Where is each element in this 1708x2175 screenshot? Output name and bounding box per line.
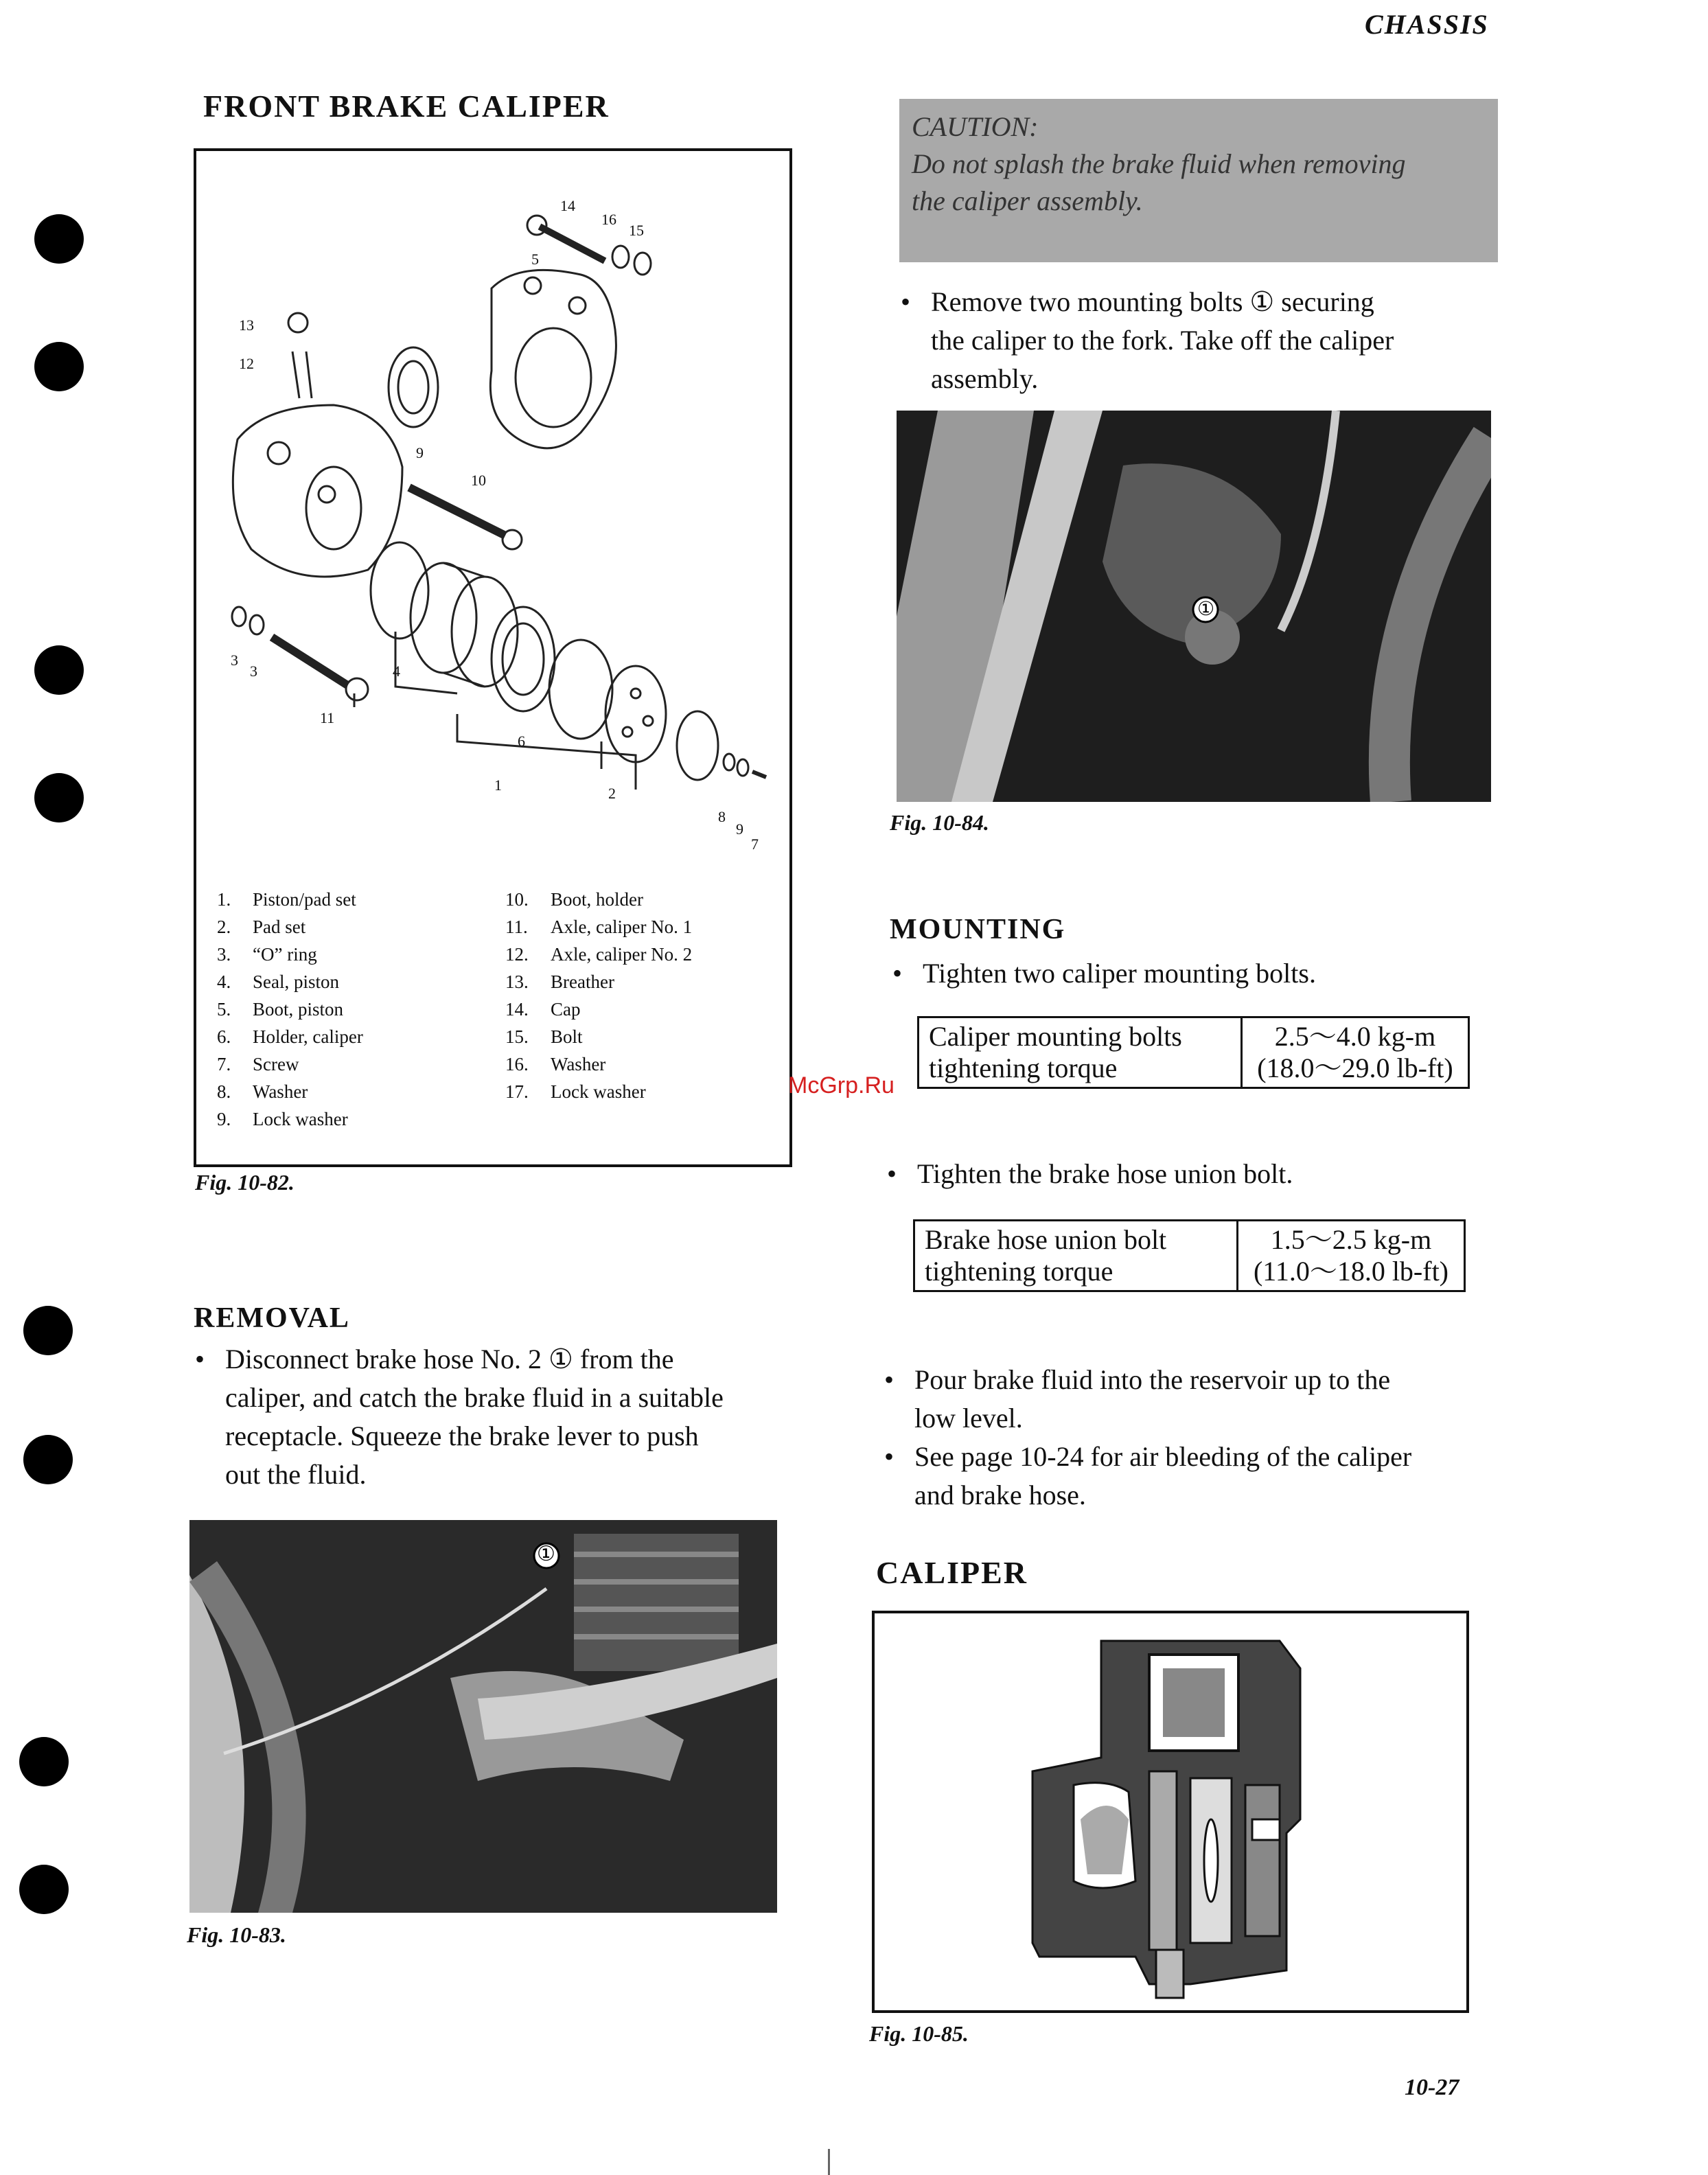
callout-11: 10 bbox=[471, 472, 486, 489]
spec-label: Caliper mounting bolts tightening torque bbox=[919, 1017, 1242, 1088]
binder-hole bbox=[19, 1737, 69, 1786]
spec-label: Brake hose union bolt tightening torque bbox=[914, 1221, 1238, 1291]
fold-mark bbox=[828, 2149, 830, 2175]
legend-row: 5. Boot, piston bbox=[217, 999, 344, 1020]
caliper-mounting-photo bbox=[897, 411, 1491, 802]
binder-hole bbox=[34, 645, 84, 695]
callout-12: 11 bbox=[320, 709, 335, 726]
legend-row: 9. Lock washer bbox=[217, 1109, 348, 1129]
brake-hose-photo bbox=[189, 1520, 777, 1913]
remove-bolts-bullet bbox=[901, 283, 1494, 398]
callout-17: 16 bbox=[601, 211, 616, 228]
binder-hole bbox=[23, 1306, 73, 1355]
text-line: out the fluid. bbox=[225, 1459, 367, 1490]
binder-hole bbox=[34, 342, 84, 391]
spec-value: 2.5～4.0 kg-m (18.0～29.0 lb-ft) bbox=[1242, 1017, 1469, 1088]
legend-row: 11. Axle, caliper No. 1 bbox=[505, 917, 693, 937]
legend-row: 6. Holder, caliper bbox=[217, 1026, 363, 1047]
callout-1: 1 bbox=[494, 776, 502, 794]
callout-7: 7 bbox=[751, 836, 759, 853]
legend-row: 2. Pad set bbox=[217, 917, 306, 937]
fig-10-84-caption: Fig. 10-84. bbox=[890, 810, 989, 835]
callout-2: 2 bbox=[608, 785, 616, 802]
fig-10-85-frame bbox=[872, 1611, 1469, 2013]
caution-box bbox=[899, 99, 1498, 262]
callout-14: 13 bbox=[239, 317, 254, 334]
exploded-caliper-diagram bbox=[196, 151, 789, 865]
fig-10-83-caption: Fig. 10-83. bbox=[187, 1922, 286, 1947]
binder-hole bbox=[34, 773, 84, 822]
bullet-dot: • bbox=[892, 958, 903, 989]
callout-16: 15 bbox=[629, 222, 644, 239]
callout-3a: 3 bbox=[231, 652, 238, 669]
fig-10-82-frame bbox=[194, 148, 792, 1167]
callout-3b: 3 bbox=[250, 663, 257, 680]
caution-line: Do not splash the brake fluid when removing bbox=[912, 148, 1406, 179]
text-line: Remove two mounting bolts ① securing bbox=[931, 286, 1374, 317]
parts-legend-left bbox=[217, 886, 363, 1133]
text-line: receptacle. Squeeze the brake lever to push bbox=[225, 1420, 699, 1451]
page-title: FRONT BRAKE CALIPER bbox=[203, 89, 610, 124]
binder-hole bbox=[34, 214, 84, 264]
legend-row: 12. Axle, caliper No. 2 bbox=[505, 944, 693, 965]
parts-legend-right bbox=[505, 886, 692, 1105]
legend-row: 13. Breather bbox=[505, 971, 614, 992]
callout-9: 9 bbox=[736, 820, 743, 838]
callout-15: 14 bbox=[560, 197, 575, 214]
removal-heading: REMOVAL bbox=[194, 1302, 350, 1334]
text-line: Tighten the brake hose union bolt. bbox=[917, 1158, 1293, 1189]
text-line: low level. bbox=[914, 1403, 1023, 1434]
legend-row: 1. Piston/pad set bbox=[217, 889, 356, 910]
binder-hole bbox=[19, 1865, 69, 1914]
bullet-dot: • bbox=[884, 1441, 895, 1472]
bullet-dot: • bbox=[195, 1344, 205, 1374]
caution-title: CAUTION: bbox=[912, 111, 1039, 142]
fig-10-84-photo bbox=[897, 411, 1491, 802]
callout-4: 4 bbox=[393, 663, 400, 680]
torque-table-caliper-bolts bbox=[917, 1016, 1470, 1089]
text-line: Pour brake fluid into the reservoir up to the bbox=[914, 1364, 1391, 1395]
page-number: 10-27 bbox=[1405, 2075, 1459, 2100]
caliper-cross-section bbox=[875, 1613, 1466, 2010]
text-line: and brake hose. bbox=[914, 1480, 1086, 1510]
fig-10-83-photo bbox=[189, 1520, 777, 1913]
mounting-bullet-3 bbox=[884, 1361, 1491, 1438]
caution-line: the caliper assembly. bbox=[912, 185, 1143, 216]
bullet-dot: • bbox=[887, 1158, 897, 1189]
legend-row: 17. Lock washer bbox=[505, 1081, 646, 1102]
text-line: caliper, and catch the brake fluid in a suitable bbox=[225, 1382, 724, 1413]
callout-8: 8 bbox=[718, 808, 726, 825]
callout-6: 5 bbox=[531, 251, 539, 268]
text-line: See page 10-24 for air bleeding of the caliper bbox=[914, 1441, 1412, 1472]
callout-10: 9 bbox=[416, 444, 424, 461]
binder-hole bbox=[23, 1435, 73, 1484]
caliper-heading: CALIPER bbox=[876, 1555, 1028, 1590]
bullet-dot: • bbox=[884, 1364, 895, 1395]
legend-row: 7. Screw bbox=[217, 1054, 299, 1074]
legend-row: 10. Boot, holder bbox=[505, 889, 643, 910]
mounting-heading: MOUNTING bbox=[890, 914, 1066, 945]
bullet-dot: • bbox=[901, 286, 911, 317]
legend-row: 3. “O” ring bbox=[217, 944, 317, 965]
legend-row: 16. Washer bbox=[505, 1054, 606, 1074]
legend-row: 14. Cap bbox=[505, 999, 581, 1020]
fig-10-82-caption: Fig. 10-82. bbox=[195, 1170, 295, 1195]
legend-row: 4. Seal, piston bbox=[217, 971, 339, 992]
callout-13: 12 bbox=[239, 355, 254, 372]
photo-callout-1: ① bbox=[537, 1543, 555, 1565]
watermark: McGrp.Ru bbox=[788, 1072, 895, 1098]
text-line: the caliper to the fork. Take off the caliper bbox=[931, 325, 1394, 356]
legend-row: 8. Washer bbox=[217, 1081, 308, 1102]
fig-10-85-caption: Fig. 10-85. bbox=[869, 2021, 969, 2046]
mounting-bullet-4 bbox=[884, 1438, 1491, 1515]
spec-value: 1.5～2.5 kg-m (11.0～18.0 lb-ft) bbox=[1238, 1221, 1465, 1291]
photo-callout-1: ① bbox=[1197, 599, 1215, 620]
mounting-bullet-1 bbox=[892, 954, 1486, 993]
callout-5: 6 bbox=[518, 733, 525, 750]
text-line: Disconnect brake hose No. 2 ① from the bbox=[225, 1344, 674, 1374]
text-line: Tighten two caliper mounting bolts. bbox=[923, 958, 1316, 989]
legend-row: 15. Bolt bbox=[505, 1026, 583, 1047]
torque-table-union-bolt bbox=[913, 1219, 1466, 1292]
removal-bullet bbox=[195, 1340, 788, 1494]
section-header: CHASSIS bbox=[1365, 9, 1489, 40]
text-line: assembly. bbox=[931, 363, 1039, 394]
mounting-bullet-2 bbox=[887, 1155, 1480, 1193]
